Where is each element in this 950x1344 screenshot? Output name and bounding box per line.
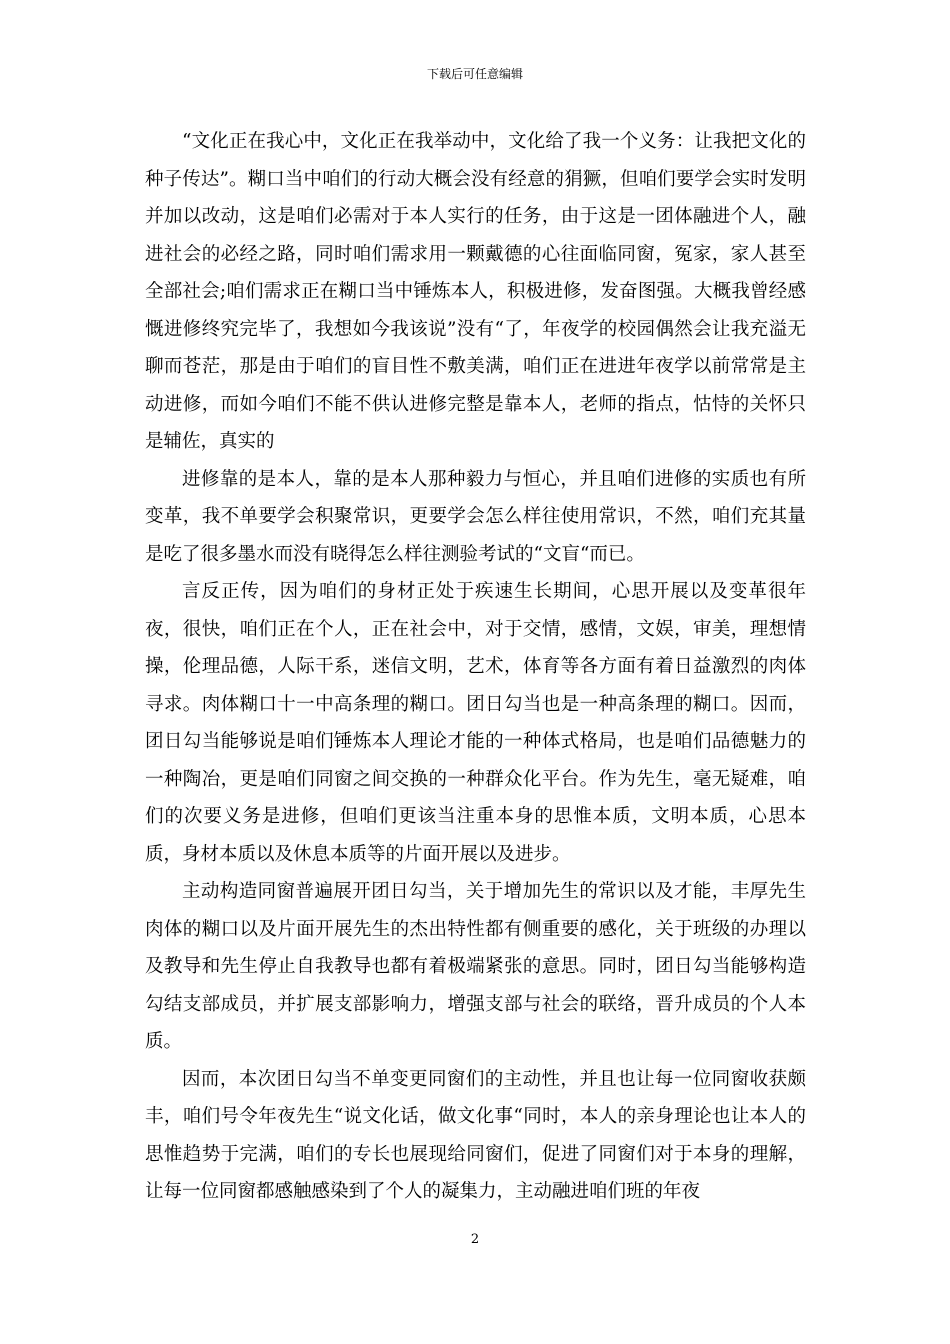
document-body [145, 123, 806, 1211]
paragraph-3: 言反正传，因为咱们的身材正处于疾速生长期间，心思开展以及变革很年夜，很快，咱们正在个人，正在社会中，对于交情，感情，文娱，审美，理想情操，伦理品德，人际干系，迷信文明，艺术，体育等各方面有着日益激烈的肉体寻求。肉体糊口十一中高条理的糊口。团日勾当也是一种高条理的糊口。因而，团日勾当能够说是咱们锤炼本人理论才能的一种体式格局，也是咱们品德魅力的一种陶冶，更是咱们同窗之间交换的一种群众化平台。作为先生，毫无疑难，咱们的次要义务是进修，但咱们更该当注重本身的思惟本质，文明本质，心思本质，身材本质以及休息本质等的片面开展以及进步。 [145, 581, 806, 865]
paragraph-2: 进修靠的是本人，靠的是本人那种毅力与恒心，并且咱们进修的实质也有所变革，我不单要学会积聚常识，更要学会怎么样往使用常识，不然，咱们充其量是吃了很多墨水而没有晓得怎么样往测验考试的“文盲“而已。 [145, 468, 806, 565]
paragraph-4: 主动构造同窗普遍展开团日勾当，关于增加先生的常识以及才能，丰厚先生肉体的糊口以及片面开展先生的杰出特性都有侧重要的感化，关于班级的办理以及教导和先生停止自我教导也都有着极端紧张的意思。同时，团日勾当能够构造勾结支部成员，并扩展支部影响力，增强支部与社会的联络，晋升成员的个人本质。 [145, 881, 806, 1052]
page-number: 2 [470, 1232, 480, 1247]
page-header: 下载后可任意编辑 [426, 67, 523, 81]
paragraph-5: 因而，本次团日勾当不单变更同窗们的主动性，并且也让每一位同窗收获颇丰，咱们号令年夜先生“说文化话，做文化事“同时，本人的亲身理论也让本人的思惟趋势于完满，咱们的专长也展现给同窗们，促进了同窗们对于本身的理解，让每一位同窗都感触感染到了个人的凝集力，主动融进咱们班的年夜 [145, 1068, 806, 1202]
paragraph-1: “文化正在我心中，文化正在我举动中，文化给了我一个义务：让我把文化的种子传达”。糊口当中咱们的行动大概会没有经意的狷獗，但咱们要学会实时发明并加以改动，这是咱们必需对于本人实行的任务，由于这是一团体融进个人，融进社会的必经之路，同时咱们需求用一颗戴德的心往面临同窗，冤家，家人甚至全部社会;咱们需求正在糊口当中锤炼本人，积极进修，发奋图强。大概我曾经感慨进修终究完毕了，我想如今我该说”没有“了，年夜学的校园偶然会让我充溢无聊而苍茫，那是由于咱们的盲目性不敷美满，咱们正在进进年夜学以前常常是主动进修，而如今咱们不能不供认进修完整是靠本人，老师的指点，怙恃的关怀只是辅佐，真实的 [145, 131, 806, 452]
